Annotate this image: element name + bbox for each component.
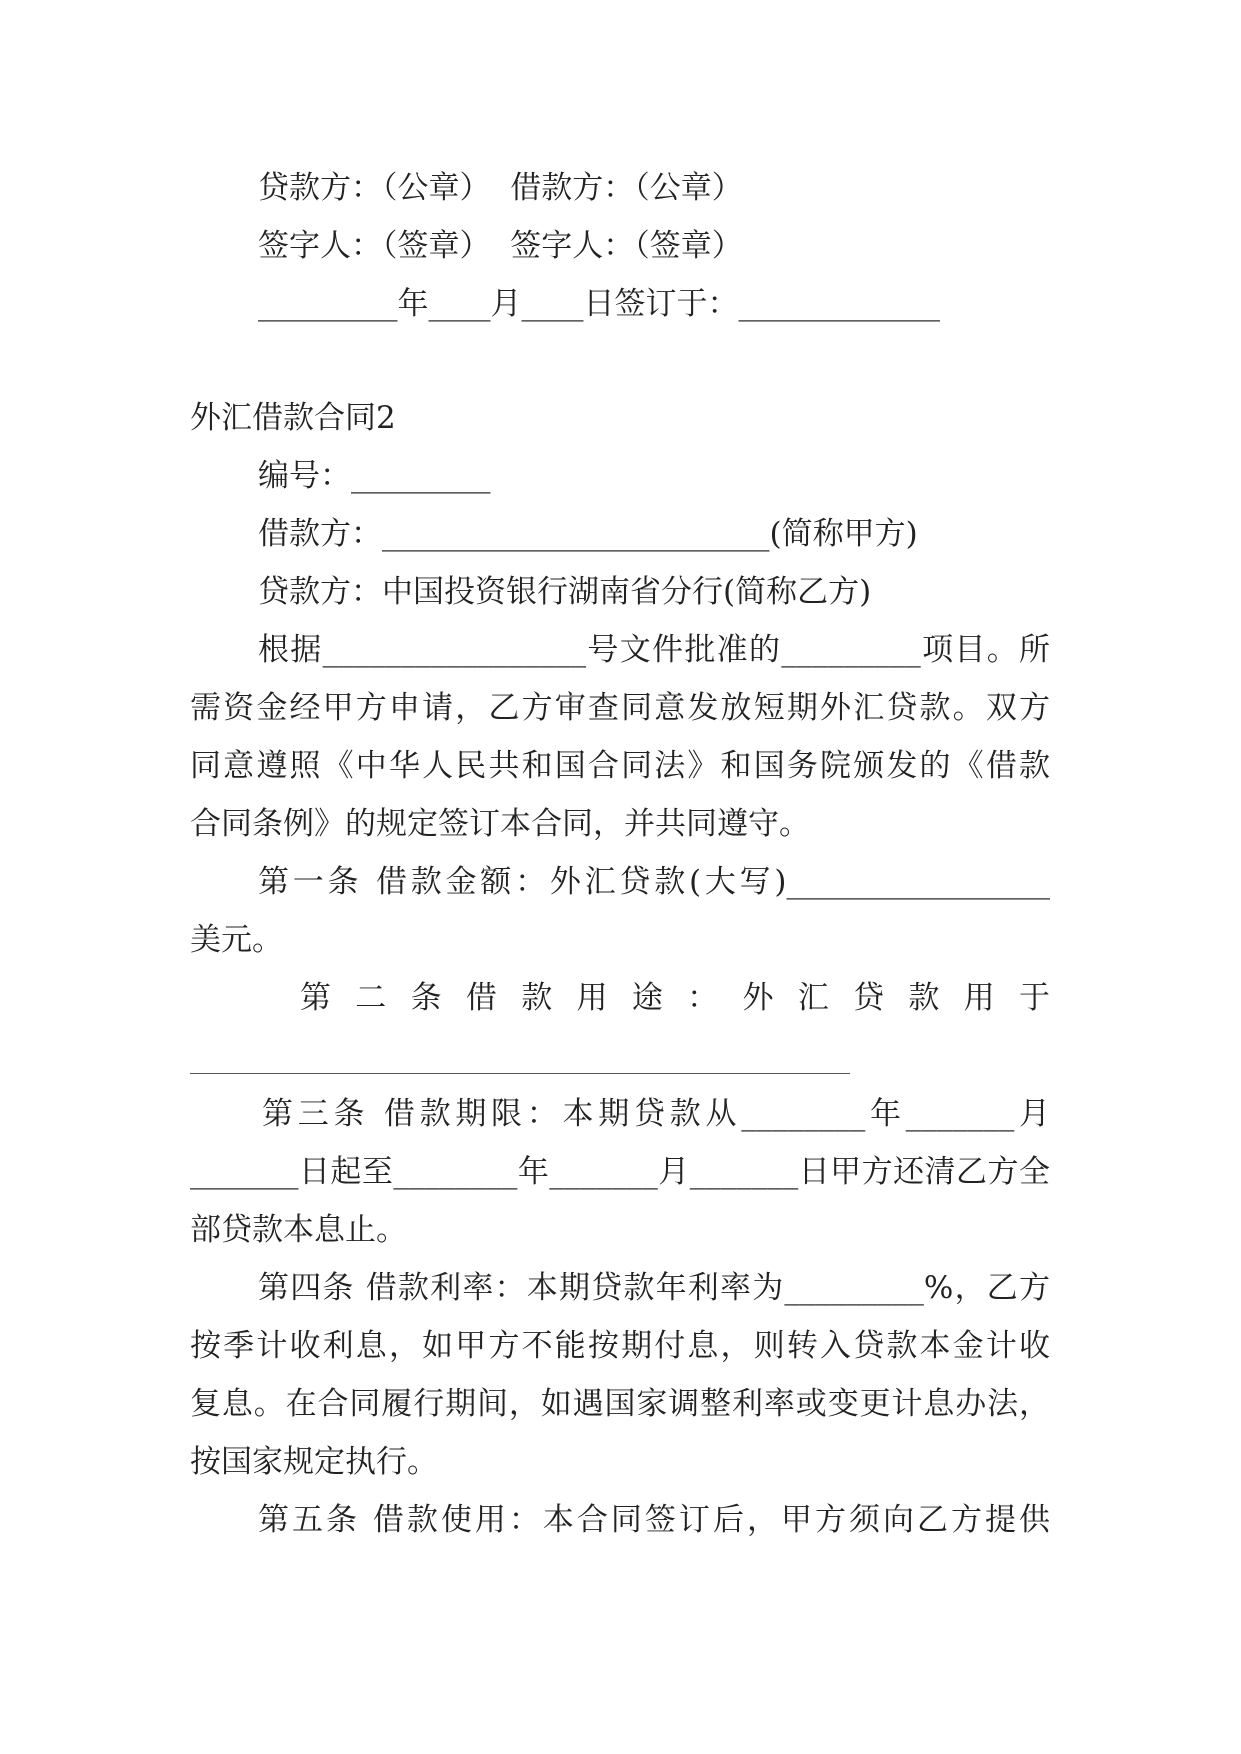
article-4-line-3: 复息。在合同履行期间，如遇国家调整利率或变更计息办法，	[190, 1386, 1050, 1422]
article-1-line-1: 第一条 借款金额：外汇贷款(大写)_________________	[258, 864, 1050, 900]
article-4-line-1: 第四条 借款利率：本期贷款年利率为_________%，乙方	[258, 1270, 1050, 1306]
article-1-line-2: 美元。	[190, 922, 283, 958]
preamble-line-4: 合同条例》的规定签订本合同，并共同遵守。	[190, 806, 810, 842]
contract-title: 外汇借款合同2	[190, 400, 396, 436]
article-3-line-1: 第三条 借款期限：本期贷款从________年_______月	[262, 1096, 1050, 1132]
signing-date-line: _________年____月____日签订于：_____________	[258, 286, 940, 322]
signatory-line: 签字人：（签章） 签字人：（签章）	[258, 228, 743, 264]
preamble-line-1: 根据_________________号文件批准的_________项目。所	[258, 632, 1050, 668]
article-2-blank-underline	[190, 1073, 850, 1074]
preamble-line-2: 需资金经甲方申请，乙方审查同意发放短期外汇贷款。双方	[190, 690, 1050, 726]
article-3-line-2: _______日起至________年_______月_______日甲方还清乙方全	[190, 1154, 1050, 1190]
article-3-line-3: 部贷款本息止。	[190, 1212, 407, 1248]
lender-line: 贷款方：中国投资银行湖南省分行(简称乙方)	[258, 574, 872, 610]
preamble-line-3: 同意遵照《中华人民共和国合同法》和国务院颁发的《借款	[190, 748, 1050, 784]
article-5-line-1: 第五条 借款使用：本合同签订后，甲方须向乙方提供	[258, 1502, 1050, 1538]
borrower-line: 借款方：_________________________(简称甲方)	[258, 516, 918, 552]
article-4-line-2: 按季计收利息，如甲方不能按期付息，则转入贷款本金计收	[190, 1328, 1050, 1364]
article-4-line-4: 按国家规定执行。	[190, 1444, 438, 1480]
contract-number-line: 编号：_________	[258, 458, 491, 494]
article-2-line: 第 二 条 借 款 用 途 ： 外 汇 贷 款 用 于	[300, 980, 1050, 1016]
lender-seal-line: 贷款方：（公章） 借款方：（公章）	[258, 170, 743, 206]
